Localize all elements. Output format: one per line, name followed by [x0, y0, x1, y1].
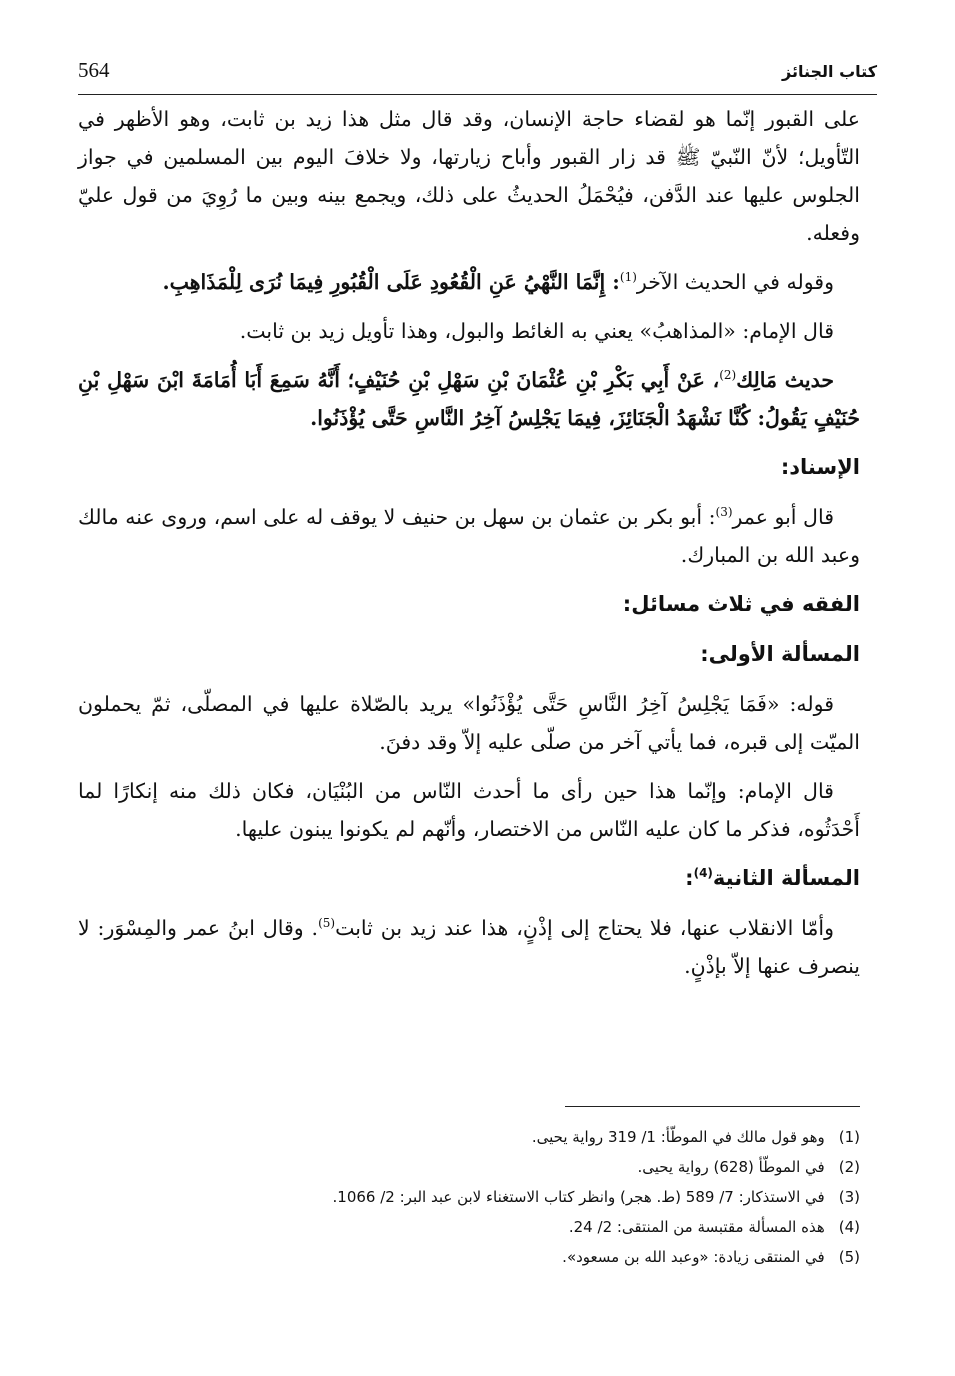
footnote-number: (4) — [838, 1218, 860, 1236]
footnote-ref-2[interactable]: (2) — [719, 368, 737, 383]
footnote-ref-5[interactable]: (5) — [318, 916, 336, 931]
hadith-quote-1: : إِنَّمَا النَّهْيُ عَنِ الْقُعُودِ عَلَى الْقُبُورِ فِيمَا نُرَى لِلْمَذَاهِبِ. — [162, 270, 620, 294]
paragraph-4 — [78, 498, 860, 574]
fiqh-heading: الفقه في ثلاث مسائل: — [622, 592, 860, 616]
paragraph-2-lead: وقوله في الحديث الآخر — [636, 270, 834, 294]
footnote-text: في الاستذكار: 7/ 589 (ط. هجر) وانظر كتاب الاستغناء لابن عبد البر: 2/ 1066. — [332, 1188, 825, 1206]
hadith-label: حديث مَالِك — [736, 368, 834, 392]
footnote-number: (1) — [838, 1128, 860, 1146]
paragraph-4-lead: قال أبو عمر — [732, 505, 834, 529]
second-issue-title: المسألة الثانية — [712, 866, 860, 890]
paragraph-2 — [78, 263, 860, 301]
footnote-text: هذه المسألة مقتبسة من المنتقى: 2/ 24. — [568, 1218, 825, 1236]
page-header — [78, 58, 877, 95]
footnote-text: في المنتقى زيادة: «وعبد الله بن مسعود». — [562, 1248, 825, 1266]
footnote-item — [78, 1152, 860, 1182]
paragraph-7 — [78, 909, 860, 985]
footnote-item — [78, 1212, 860, 1242]
running-title: كتاب الجنائز — [781, 62, 877, 81]
hadith-text: ، عَنْ أَبِي بَكْرِ بْنِ عُثْمَانَ بْنِ سَهْلِ بْنِ حُنَيْفٍ؛ أَنَّهُ سَمِعَ أَبَا أُمَامَةَ ابْنَ سَهْلِ بْنِ حُنَيْفٍ يَقُولُ: كُنَّا نَشْهَدُ الْجَنَائِزَ، فِيمَا يَجْلِسُ آخِرُ النَّاسِ حَتَّى يُؤْذَنُوا. — [78, 368, 860, 430]
first-issue-heading: المسألة الأولى: — [700, 642, 860, 666]
paragraph-7-lead: وأمّا الانقلاب عنها، فلا يحتاج إلى إذْنٍ، هذا عند زيد بن ثابت — [335, 916, 834, 940]
paragraph-1: على القبور إنّما هو لقضاء حاجة الإنسان، وقد قال مثل هذا زيد بن ثابت، وهو الأظهر في التّأويل؛ لأنّ النّبيّ ﷺ قد زار القبور وأباح زيارتها، ولا خلافَ اليوم بين المسلمين في جواز الجلوس عليها عند الدَّفن، فيُحْمَلُ الحديثُ على ذلك، ويجمع بينه وبين ما رُوِيَ من قول عليّ وفعله. — [78, 107, 860, 245]
footnote-ref-4[interactable]: (4) — [693, 866, 713, 880]
footnote-ref-3[interactable]: (3) — [715, 505, 733, 520]
footnotes — [78, 1122, 860, 1272]
paragraph-5: قوله: «فَمَا يَجْلِسُ آخِرُ النَّاسِ حَتَّى يُؤْذَنُوا» يريد بالصّلاة عليها في المصلّى، ثمّ يحملون الميّت إلى قبره، فما يأتي آخر من صلّى عليه إلاّ وقد دفنَ. — [78, 692, 860, 754]
main-text — [78, 100, 860, 996]
footnote-item — [78, 1182, 860, 1212]
page-number: 564 — [78, 58, 110, 82]
footnote-number: (2) — [838, 1158, 860, 1176]
second-issue-colon: : — [685, 866, 694, 890]
footnote-item — [78, 1242, 860, 1272]
footnote-item — [78, 1122, 860, 1152]
isnad-heading: الإسناد: — [780, 455, 860, 479]
footnote-text: وهو قول مالك في الموطّأ: 1/ 319 رواية يحيى. — [531, 1128, 825, 1146]
footnote-ref-1[interactable]: (1) — [619, 270, 637, 285]
hadith-paragraph — [78, 361, 860, 437]
footnote-number: (3) — [838, 1188, 860, 1206]
paragraph-7-rest: . وقال ابنُ عمر والمِسْوَر: لا ينصرف عنها إلاّ بإذْنٍ. — [78, 916, 860, 978]
second-issue-heading — [78, 859, 860, 897]
paragraph-3: قال الإمام: «المذاهبُ» يعني به الغائط والبول، وهذا تأويل زيد بن ثابت. — [239, 319, 834, 343]
paragraph-6: قال الإمام: وإنّما هذا حين رأى ما أحدث النّاس من البُنْيَان، فكان ذلك منه إنكارًا لما أَحْدَثُوه، فذكر ما كان عليه النّاس من الاختصار، وأنّهم لم يكونوا يبنون عليها. — [78, 779, 860, 841]
footnote-number: (5) — [838, 1248, 860, 1266]
paragraph-4-rest: : أبو بكر بن عثمان بن سهل بن حنيف لا يوقف له على اسم، وروى عنه مالك وعبد الله بن المبارك. — [78, 505, 860, 567]
footnote-separator — [565, 1106, 860, 1107]
footnote-text: في الموطّأ (628) رواية يحيى. — [637, 1158, 825, 1176]
